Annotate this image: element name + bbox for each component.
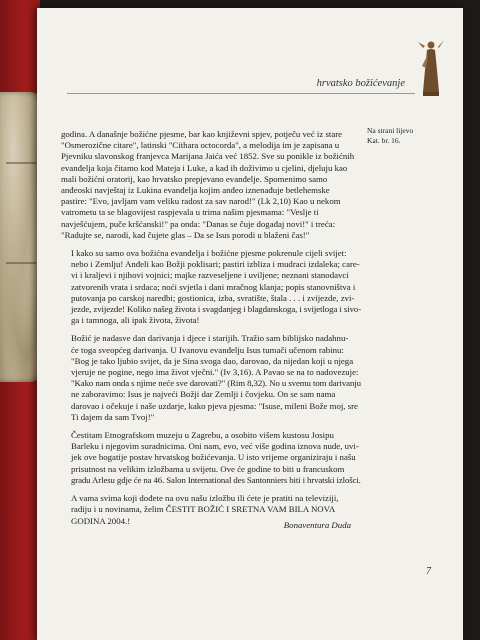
paragraph: [61, 248, 361, 326]
text-line: Barleku i njegovim suradnicima. Oni nam, evo, već više godina iznova nude, uvi-: [71, 441, 359, 452]
text-line: vatrometu ta se blagovijest raspjevala u trima našim pjesmama: "Veslje ti: [61, 207, 319, 218]
paragraph: [61, 430, 361, 486]
text-line: zatvorenih vrata i srdaca; noći svjetla i dani mračnog klanja; popis stanovništva i: [71, 281, 356, 292]
text-line: "Osmerozične citare", latinski "Cithara octocorda", a melodija im je zapisana u: [61, 140, 340, 151]
book-page: [37, 8, 463, 640]
text-line: Pjevniku slavonskog franjevca Marijana Jaića već 1852. Sve su ponikle iz božićnih: [61, 151, 355, 162]
text-line: navješćujem, puče kršćanski!" pa onda: "Danas se čuje događaj novi!" i treća:: [61, 218, 336, 229]
text-line: gradu Arlesu gdje će na 46. Salon International des Santonniers biti i hrvatski izlošci.: [71, 474, 361, 485]
text-line: nebo i Zemlju! Anđeli kao Božji poklisari; pastiri izbliza i mudraci izdaleka; care-: [71, 259, 360, 270]
running-header: hrvatsko božićevanje: [316, 78, 405, 89]
text-line: ga i tamnoga, ali ipak života, života!: [71, 315, 200, 326]
text-line: godina. A današnje božićne pjesme, bar kao književni spjev, potječu već iz stare: [61, 129, 343, 139]
author-signature: Bonaventura Duda: [283, 520, 351, 530]
text-line: "Kako nam onda s njime neće sve darovati?" (Rim 8,32). No u svemu tom darivanju: [71, 378, 361, 389]
text-line: ne zaboravimo: Isus je najveći Božji dar Zemlji i čovjeku. On se sam nama: [71, 389, 336, 400]
text-line: putovanja po carskoj naredbi; gostionica, izba, svratište, štala . . . i zvijezde, zvi-: [71, 292, 355, 303]
text-line: "Radujte se, narodi, kad čujete glas – Da se Isus porodi u blaženi čas!": [61, 229, 310, 240]
text-line: vi i kraljevi i njihovi vojnici; majke razveseljene i uviljene; neznani stanodavci: [71, 270, 349, 281]
text-line: "Bog je tako ljubio svijet, da je Sina svoga dao, darovao, da nijedan koji u njega: [71, 355, 354, 366]
text-line: A vama svima koji dođete na ovu našu izložbu ili ćete je pratiti na televiziji,: [71, 493, 339, 504]
paragraph: [61, 129, 361, 241]
text-line: I kako su samo ova božićna evanđelja i božićne pjesme pokrenule cijeli svijet:: [71, 248, 347, 259]
text-line: jek ove bogatije postav hrvatskog božićevanja. U isto vrijeme organiziraju i našu: [71, 452, 356, 463]
caption-line: Na strani lijevo: [367, 126, 414, 135]
text-line: pastire: "Evo, javljam vam veliku radost za sav narod!" (Lk 2,10) Kao u nekom: [61, 196, 341, 207]
paragraph: [61, 333, 361, 423]
text-line: radiju i u novinama, želim ČESTIT BOŽIĆ I SRETNA VAM BILA NOVA: [71, 504, 336, 515]
caption-note: [367, 126, 457, 146]
article-body: [61, 129, 361, 534]
text-line: darovao i očekuje i naše uzdarje, kako pjeva pjesma: "Isuse, mileni Bože moj, sre: [71, 400, 358, 411]
text-line: vjeruje ne pogine, nego ima život vječni." (Iv 3,16). A Pavao se na to nadovezuje:: [71, 367, 359, 378]
text-line: evanđelja koja čitamo kod Mateja i Luke, a kad ih doživimo u cjelini, djeluju kao: [61, 162, 348, 173]
page-number: 7: [426, 566, 431, 577]
text-line: jezde, zvijezde! Koliko našeg života i svagdanjeg i blagdanskoga, i svijetloga i sivo-: [71, 304, 362, 315]
caption-line: Kat. br. 16.: [367, 136, 401, 145]
text-line: GODINA 2004.!: [71, 515, 131, 526]
text-line: Ti dajem da sam Tvoj!": [71, 411, 155, 422]
angel-statue-icon: [417, 36, 445, 98]
text-line: anđeoski navještaj iz Lukina evanđelja kojim anđeo iznenađuje betlehemske: [61, 185, 330, 196]
header-divider: [67, 93, 415, 94]
text-line: Čestitam Etnografskom muzeju u Zagrebu, a osobito višem kustosu Josipu: [71, 430, 334, 441]
text-line: mali božićni oratorij, kao hrvatsko prepjevano evanđelje. Spomenimo samo: [61, 173, 328, 184]
text-line: Božić je nadasve dan darivanja i djece i starijih. Tražio sam biblijsko nadahnu-: [71, 333, 349, 344]
text-line: će toga sveopćeg darivanja. U Ivanovu evanđelju Isus tumači učenom rabinu:: [71, 344, 344, 355]
text-line: prisutnost na velikim izložbama u svijetu. Ove će godine to biti u francuskom: [71, 463, 345, 474]
